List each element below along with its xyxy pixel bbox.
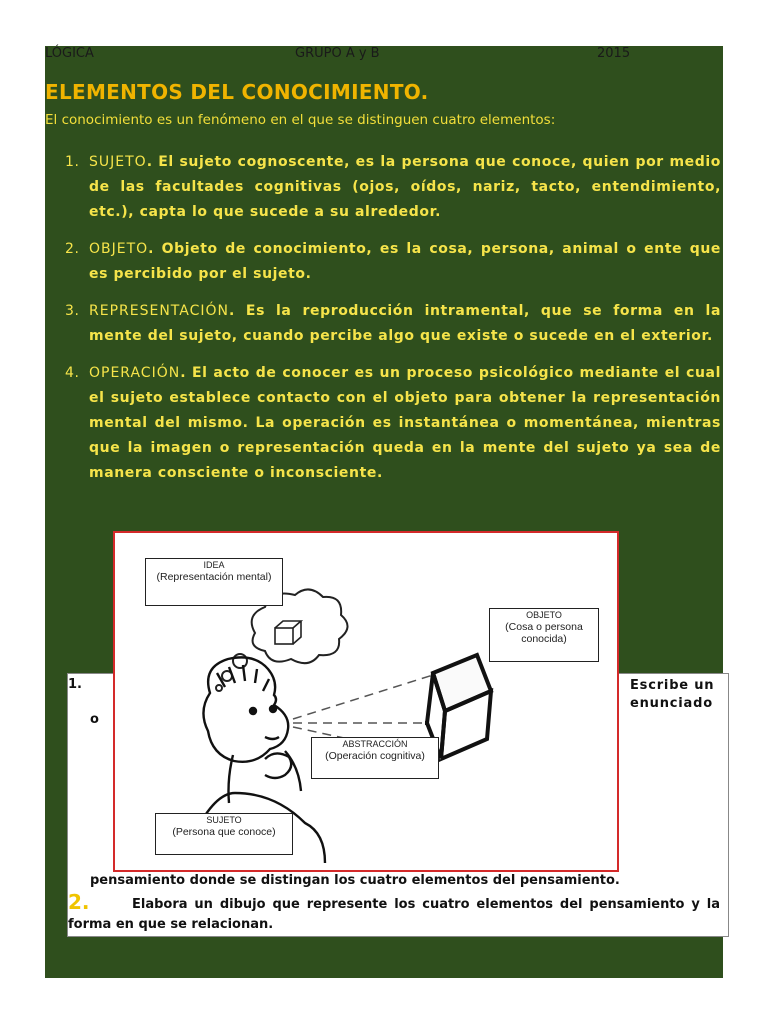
exercise-2-number: 2. [68, 890, 90, 914]
objeto-label-heading: OBJETO [526, 610, 562, 620]
objeto-label-text: (Cosa o persona conocida) [505, 621, 583, 645]
page-title: ELEMENTOS DEL CONOCIMIENTO. [45, 80, 429, 104]
header-year: 2015 [597, 46, 631, 61]
element-description: . Es la reproducción intramental, que se forma en la mente del sujeto, cuando percibe algo que existe o sucede en el exterior. [89, 303, 721, 344]
intro-text: El conocimiento es un fenómeno en el que se distinguen cuatro elementos: [45, 112, 556, 128]
exercise-1-o: o [90, 712, 99, 727]
element-keyword: REPRESENTACIÓN [89, 303, 229, 319]
objeto-label [489, 608, 599, 662]
list-item-sujeto [65, 150, 721, 225]
sujeto-label-text: (Persona que conoce) [172, 826, 276, 838]
knowledge-elements-figure [113, 531, 619, 872]
exercise-1-text: pensamiento donde se distingan los cuatro elementos del pensamiento. [90, 873, 620, 888]
header-group: GRUPO A y B [295, 46, 380, 61]
idea-label [145, 558, 283, 606]
exercise-2-text: Elabora un dibujo que represente los cuatro elementos del pensamiento y la forma en que se relacionan. [68, 897, 720, 932]
abstraccion-label-heading: ABSTRACCIÓN [342, 739, 408, 749]
list-item-operacion [65, 361, 721, 486]
sujeto-label-heading: SUJETO [206, 815, 242, 825]
header-course: LÓGICA [45, 46, 94, 61]
list-number: 3. [65, 303, 80, 319]
elements-list [65, 150, 721, 498]
idea-label-heading: IDEA [203, 560, 225, 570]
element-keyword: OBJETO [89, 241, 149, 257]
element-keyword: OPERACIÓN [89, 365, 181, 381]
element-keyword: SUJETO [89, 154, 147, 170]
list-number: 4. [65, 365, 80, 381]
list-item-objeto [65, 237, 721, 287]
list-number: 1. [65, 154, 80, 170]
list-number: 2. [65, 241, 80, 257]
small-cube-icon [275, 621, 301, 644]
exercise-1-number: 1. [68, 677, 82, 692]
element-description: . Objeto de conocimiento, es la cosa, persona, animal o ente que es percibido por el sujeto. [89, 241, 721, 282]
element-description: . El sujeto cognoscente, es la persona que conoce, quien por medio de las facultades cognitivas (ojos, oídos, nariz, tacto, entendimiento, etc.), capta lo que sucede a su alrededor. [89, 154, 721, 220]
sujeto-label [155, 813, 293, 855]
abstraccion-label-text: (Operación cognitiva) [325, 750, 425, 762]
abstraccion-label [311, 737, 439, 779]
idea-label-text: (Representación mental) [156, 571, 272, 583]
list-item-representacion [65, 299, 721, 349]
exercise-1-instruction: Escribe un enunciado [630, 678, 715, 711]
element-description: . El acto de conocer es un proceso psicológico mediante el cual el sujeto establece contacto con el objeto para obtener la representación mental del mismo. La operación es instantánea o momentánea, mientras que la imagen o representación queda en la mente del sujeto ya sea de manera consciente o inconsciente. [89, 365, 721, 481]
